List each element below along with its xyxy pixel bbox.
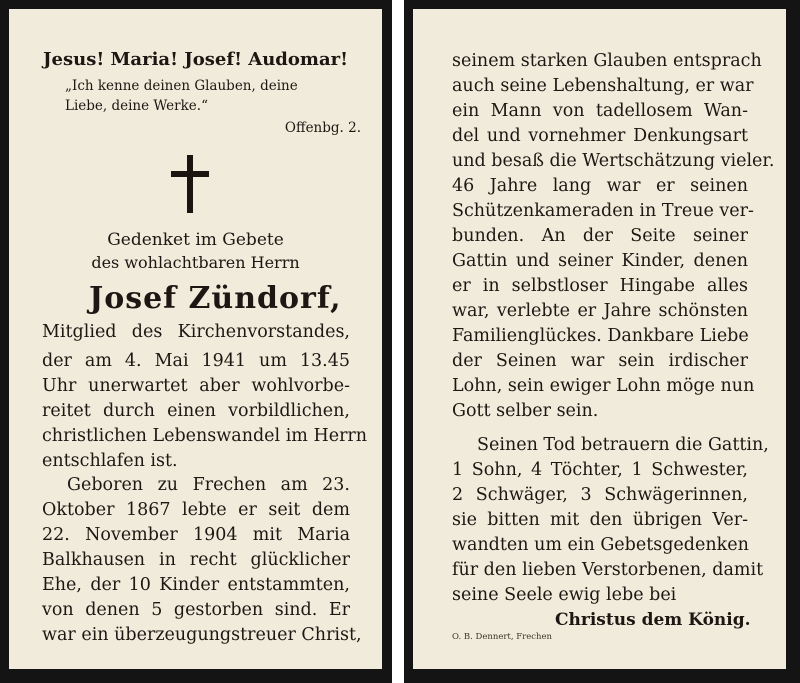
body-text-line: del und vornehmer Denkungsart [452,126,748,146]
invocation-heading: Jesus! Maria! Josef! Audomar! [43,49,348,70]
body-text-line: 22. November 1904 mit Maria [42,525,350,545]
body-text-line: auch seine Lebenshaltung, er war [452,76,754,96]
body-text-line: und besaß die Wertschätzung vieler. [452,151,775,171]
body-text-line: Oktober 1867 lebte er seit dem [42,500,350,520]
body-text-line: Geboren zu Frechen am 23. [67,475,350,495]
body-text-line: Schützenkameraden in Treue ver- [452,201,754,221]
printer-imprint: O. B. Dennert, Frechen [452,632,552,642]
body-text-line: der am 4. Mai 1941 um 13.45 [42,351,350,371]
deceased-role: Mitglied des Kirchenvorstandes, [42,322,350,342]
card-back-page [404,0,800,683]
body-text-line: Uhr unerwartet aber wohlvorbe- [42,376,350,396]
cross-icon [171,155,209,213]
body-text-line: sie bitten mit den übrigen Ver- [452,510,748,530]
body-text-line: christlichen Lebenswandel im Herrn [42,426,368,446]
body-text-line: von denen 5 gestorben sind. Er [42,600,350,620]
body-text-line: Balkhausen in recht glücklicher [42,550,350,570]
scripture-source: Offenbg. 2. [284,120,361,136]
scripture-quote-line: „Ich kenne deinen Glauben, deine [65,78,298,94]
body-text-line: reitet durch einen vorbildlichen, [42,401,350,421]
body-text-line: 2 Schwäger, 3 Schwägerinnen, [452,485,748,505]
deceased-name: Josef Zündorf, [89,281,342,316]
body-text-line: seine Seele ewig lebe bei [452,585,677,605]
scripture-quote-line: Liebe, deine Werke.“ [65,98,208,114]
body-text-line: war ein überzeugungstreuer Christ, [42,625,362,645]
page-gap [392,0,404,683]
card-front-page [0,0,392,683]
body-text-line: seinem starken Glauben entsprach [452,51,762,71]
body-text-line: für den lieben Verstorbenen, damit [452,560,764,580]
body-text-line: wandten um ein Gebetsgedenken [452,535,749,555]
body-text-line: bunden. An der Seite seiner [452,226,748,246]
body-text-line: 46 Jahre lang war er seinen [452,176,748,196]
body-text-line: Seinen Tod betrauern die Gattin, [477,435,769,455]
gedenket-line: Gedenket im Gebete [107,230,284,250]
honorific-line: des wohlachtbaren Herrn [91,253,300,272]
closing-line: Christus dem König. [555,610,751,630]
body-text-line: Gott selber sein. [452,401,599,421]
body-text-line: Ehe, der 10 Kinder entstammten, [42,575,350,595]
body-text-line: Familienglückes. Dankbare Liebe [452,326,749,346]
body-text-line: er in selbstloser Hingabe alles [452,276,748,296]
body-text-line: ein Mann von tadellosem Wan- [452,101,748,121]
body-text-line: der Seinen war sein irdischer [452,351,748,371]
body-text-line: Gattin und seiner Kinder, denen [452,251,748,271]
body-text-line: Lohn, sein ewiger Lohn möge nun [452,376,755,396]
body-text-line: war, verlebte er Jahre schönsten [452,301,748,321]
body-text-line: 1 Sohn, 4 Töchter, 1 Schwester, [452,460,748,480]
body-text-line: entschlafen ist. [42,451,178,471]
